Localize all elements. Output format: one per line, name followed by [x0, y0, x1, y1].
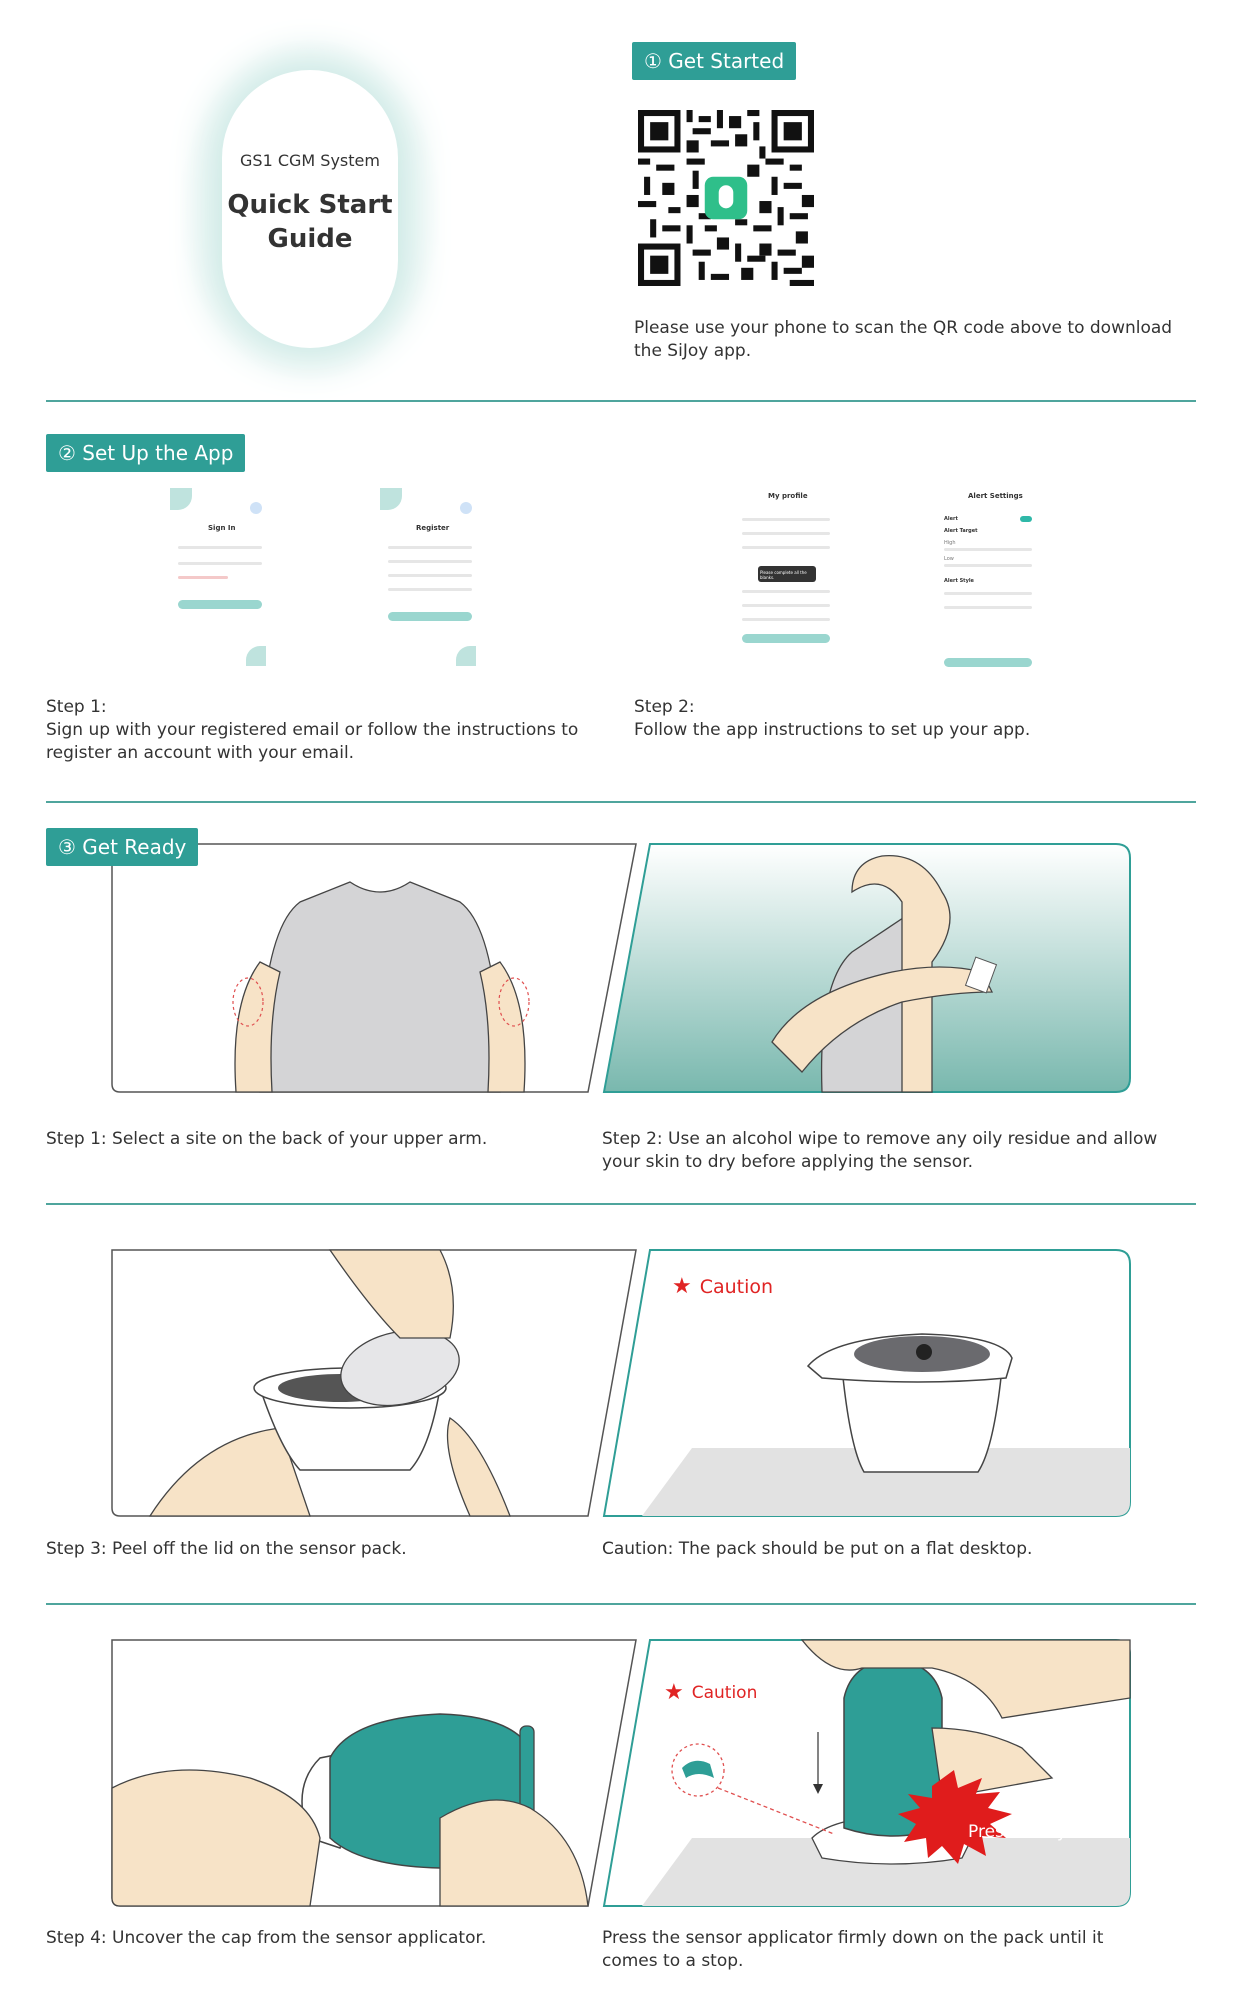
signin-title: Sign In — [208, 524, 236, 532]
divider-3 — [46, 1203, 1196, 1205]
press-firmly-illustration — [602, 1638, 1132, 1910]
cover-title-line1: Quick Start — [227, 190, 393, 220]
caution-2 — [664, 1680, 757, 1705]
divider-4 — [46, 1603, 1196, 1605]
setup-step1-text: Sign up with your registered email or follow the instructions to register an account with your email. — [46, 720, 579, 763]
alert-settings-title: Alert Settings — [968, 492, 1023, 500]
divider-1 — [46, 400, 1196, 402]
register-title: Register — [416, 524, 450, 532]
caution-2-label: Caution — [691, 1682, 758, 1703]
signin-screen — [170, 488, 270, 670]
setup-app-badge: ② Set Up the App — [46, 434, 245, 472]
ready-step2: Step 2: Use an alcohol wipe to remove any oily residue and allow your skin to dry before applying the sensor. — [602, 1129, 1158, 1172]
profile-tooltip: Please complete all the blanks. — [760, 570, 807, 580]
alert-toggle[interactable] — [1020, 516, 1032, 522]
get-started-description: Please use your phone to scan the QR code above to download the SiJoy app. — [634, 318, 1173, 361]
peel-lid-illustration — [110, 1248, 640, 1520]
press-firmly-label: Press firmly — [968, 1822, 1067, 1842]
cover-product-name: GS1 CGM System — [240, 151, 380, 170]
caution-1 — [672, 1274, 773, 1299]
get-ready-badge: ③ Get Ready — [46, 828, 198, 866]
alert-style-label: Alert Style — [944, 578, 974, 584]
alert-target-label: Alert Target — [944, 528, 978, 534]
setup-step2-label: Step 2: — [634, 697, 695, 717]
star-icon: ★ — [664, 1680, 684, 1705]
caution-1-label: Caution — [699, 1275, 774, 1298]
cover-title-line2: Guide — [267, 224, 353, 254]
divider-2 — [46, 801, 1196, 803]
profile-screen — [736, 470, 836, 670]
alert-label: Alert — [944, 516, 958, 522]
star-icon: ★ — [672, 1274, 692, 1299]
profile-title: My profile — [768, 492, 808, 500]
arm-site-illustration — [110, 842, 640, 1096]
alert-high-label: High — [944, 540, 956, 546]
caution-1-text: Caution: The pack should be put on a flat desktop. — [602, 1539, 1033, 1559]
uncover-cap-illustration — [110, 1638, 640, 1910]
alert-low-label: Low — [944, 556, 954, 562]
alert-settings-screen — [940, 470, 1040, 670]
qr-code — [638, 110, 814, 286]
alcohol-wipe-illustration — [602, 842, 1132, 1096]
ready-step1: Step 1: Select a site on the back of your upper arm. — [46, 1129, 488, 1149]
setup-step1-label: Step 1: — [46, 697, 107, 717]
get-started-badge: ① Get Started — [632, 42, 796, 80]
ready-step4: Step 4: Uncover the cap from the sensor applicator. — [46, 1928, 487, 1948]
setup-step2-text: Follow the app instructions to set up your app. — [634, 720, 1031, 740]
caution-2-text: Press the sensor applicator firmly down on the pack until it comes to a stop. — [602, 1928, 1104, 1971]
register-screen — [380, 488, 480, 670]
ready-step3: Step 3: Peel off the lid on the sensor pack. — [46, 1539, 407, 1559]
